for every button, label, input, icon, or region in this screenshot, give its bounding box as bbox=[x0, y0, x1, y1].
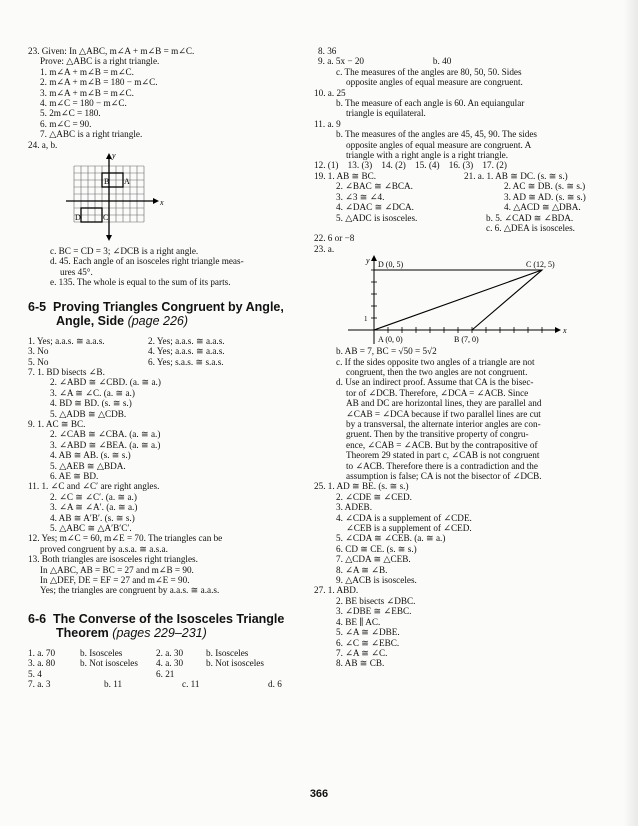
section-title-cont: Theorem bbox=[56, 625, 109, 640]
point-b-coord: B (7, 0) bbox=[454, 335, 479, 345]
answer-line: 4. AB ≅ A′B′. (s. ≅ s.) bbox=[50, 512, 135, 523]
section-page-ref: (pages 229–231) bbox=[112, 625, 207, 640]
answer-line: 3. ∠A ≅ ∠A′. (a. ≅ a.) bbox=[50, 502, 138, 513]
section-number: 6-5 bbox=[28, 299, 47, 314]
graph-y-label: y bbox=[366, 256, 370, 266]
answer-cell: b. Not isosceles bbox=[80, 658, 138, 669]
answer-cell: 5. 4 bbox=[28, 668, 42, 679]
answer-line: 3. AD ≅ AD. (s. ≅ s.) bbox=[504, 191, 586, 202]
answer-line: 11. 1. ∠C and ∠C′ are right angles. bbox=[28, 481, 160, 492]
point-a-label: A bbox=[124, 177, 130, 187]
answer-cell: 3. a. 80 bbox=[28, 658, 56, 669]
answer-line: by a transversal, the alternate interior angles are con- bbox=[346, 418, 541, 429]
answer-line: 2. BE bisects ∠DBC. bbox=[336, 595, 416, 606]
point-d-coord: D (0, 5) bbox=[378, 260, 404, 270]
answer-line: 3. ∠DBE ≅ ∠EBC. bbox=[336, 606, 412, 617]
answer-line: triangle is equilateral. bbox=[346, 108, 426, 119]
answer-line: 27. 1. ABD. bbox=[314, 585, 359, 596]
answer-line: 4. BE ∥ AC. bbox=[336, 616, 381, 627]
answer-line: 4. ∠DAC ≅ ∠DCA. bbox=[336, 202, 414, 213]
answer-line: ∠CAB = ∠DCA because if two parallel lines are cut bbox=[346, 408, 541, 419]
answer-line: d. 45. Each angle of an isosceles right triangle meas- bbox=[50, 256, 244, 267]
answer-line: 8. AB ≅ CB. bbox=[336, 658, 385, 669]
point-b-label: B bbox=[104, 177, 110, 187]
section-page-ref: (page 226) bbox=[127, 313, 189, 328]
answer-row bbox=[28, 346, 306, 356]
answer-cell: 7. a. 3 bbox=[28, 679, 51, 690]
answer-line: 7. 1. BD bisects ∠B. bbox=[28, 366, 105, 377]
proof-step: 4. m∠C = 180 − m∠C. bbox=[40, 98, 127, 109]
answer-line: 5. △AEB ≅ △BDA. bbox=[50, 460, 126, 471]
answer-line: b. The measures of the angles are 45, 45, 90. The sides bbox=[336, 129, 537, 140]
answer-line: 12. (1) 13. (3) 14. (2) 15. (4) 16. (3) 17. (2) bbox=[314, 160, 507, 171]
point-d-label: D bbox=[75, 213, 81, 223]
proof-step: 1. m∠A + m∠B = m∠C. bbox=[40, 66, 134, 77]
answer-cell: 4. Yes; a.a.s. ≅ a.a.s. bbox=[148, 346, 225, 357]
graph-tick-one: 1 bbox=[364, 315, 368, 324]
answer-line: 4. AB ≅ AB. (s. ≅ s.) bbox=[50, 450, 131, 461]
answer-line: 2. ∠BAC ≅ ∠BCA. bbox=[336, 181, 413, 192]
graph-x-label: x bbox=[563, 326, 567, 336]
answer-line: 25. 1. AD ≅ BE. (s. ≅ s.) bbox=[314, 481, 409, 492]
answer-line: 3. ∠ABD ≅ ∠BEA. (a. ≅ a.) bbox=[50, 439, 161, 450]
answer-line: opposite angles of equal measure are congruent. bbox=[346, 77, 523, 88]
proof-step: 5. 2m∠C = 180. bbox=[40, 108, 101, 119]
answer-line: 5. △ABC ≅ △A′B′C′. bbox=[50, 523, 132, 533]
right-column bbox=[314, 46, 614, 669]
answer-cell: 4. a. 30 bbox=[156, 658, 184, 669]
answer-line: 2. ∠C ≅ ∠C′. (a. ≅ a.) bbox=[50, 491, 137, 502]
answer-cell: 1. Yes; a.a.s. ≅ a.a.s. bbox=[28, 335, 105, 346]
answer-line: congruent, then the two angles are not congruent. bbox=[346, 366, 528, 377]
proof-step: 6. m∠C = 90. bbox=[40, 118, 92, 129]
grid-diagram bbox=[46, 150, 246, 246]
answer-row bbox=[28, 679, 306, 689]
answer-line: 5. △ADB ≅ △CDB. bbox=[50, 408, 127, 419]
answer-cell: b. Isosceles bbox=[80, 647, 123, 658]
answer-line: gruent. Then by the transitive property of congru- bbox=[346, 429, 529, 440]
answer-line: ence, ∠CAB = ∠ACB. But by the contrapositive of bbox=[346, 439, 538, 450]
answer-line: c. If the sides opposite two angles of a triangle are not bbox=[336, 356, 535, 367]
answer-line: 6. CD ≅ CE. (s. ≅ s.) bbox=[336, 543, 417, 554]
answer-line: 3. ∠A ≅ ∠C. (a. ≅ a.) bbox=[50, 387, 135, 398]
answer-line: 8. ∠A ≅ ∠B. bbox=[336, 564, 388, 575]
answer-line: 19. 1. AB ≅ BC. bbox=[314, 170, 377, 181]
problems-19-21 bbox=[314, 171, 614, 233]
answer-line: b. AB = 7, BC = √50 = 5√2 bbox=[336, 346, 437, 357]
proof-step: 2. m∠A + m∠B = 180 − m∠C. bbox=[40, 77, 158, 88]
problem-24-label: 24. a, b. bbox=[28, 139, 58, 150]
answer-line: 3. ∠3 ≅ ∠4. bbox=[336, 191, 385, 202]
proof-step: 3. m∠A + m∠B = m∠C. bbox=[40, 87, 134, 98]
answer-line: b. 5. ∠CAD ≅ ∠BDA. bbox=[486, 212, 574, 223]
point-c-coord: C (12, 5) bbox=[526, 260, 555, 270]
answer-line: 5. ∠A ≅ ∠DBE. bbox=[336, 627, 400, 638]
answer-line: 6. ∠C ≅ ∠EBC. bbox=[336, 637, 400, 648]
answer-cell: 1. a. 70 bbox=[28, 647, 56, 658]
answer-line: 7. △CDA ≅ △CEB. bbox=[336, 554, 411, 565]
answer-cell: c. 11 bbox=[182, 679, 200, 690]
answer-line: 5. ∠CDA ≅ ∠CEB. (a. ≅ a.) bbox=[336, 533, 446, 544]
problem-23-prove: Prove: △ABC is a right triangle. bbox=[40, 56, 160, 67]
answer-line: triangle with a right angle is a right triangle. bbox=[346, 150, 509, 161]
answer-line: 4. BD ≅ BD. (s. ≅ s.) bbox=[50, 398, 132, 409]
problem-23-given: 23. Given: In △ABC, m∠A + m∠B = m∠C. bbox=[28, 46, 195, 56]
answer-line: proved congruent by a.s.a. ≅ a.s.a. bbox=[40, 543, 168, 554]
answer-cell: 6. Yes; s.a.s. ≅ s.a.s. bbox=[148, 356, 224, 367]
point-c-label: C bbox=[103, 213, 109, 223]
answer-line: In △ABC, AB = BC = 27 and m∠B = 90. bbox=[40, 564, 194, 575]
answer-line: 6. AE ≅ BD. bbox=[50, 470, 99, 481]
answer-row bbox=[28, 357, 306, 367]
answer-line: Theorem 29 stated in part c, ∠CAB is not congruent bbox=[346, 450, 540, 461]
answer-row bbox=[28, 336, 306, 346]
answer-line: 12. Yes; m∠C = 60, m∠E = 70. The triangles can be bbox=[28, 533, 223, 544]
grid-y-label: y bbox=[112, 151, 116, 161]
answer-row bbox=[28, 648, 306, 658]
answer-cell: 2. a. 30 bbox=[156, 647, 184, 658]
section-title: Proving Triangles Congruent by Angle, bbox=[53, 299, 284, 314]
answer-row bbox=[28, 669, 306, 679]
answer-line: 4. ∠CDA is a supplement of ∠CDE. bbox=[336, 512, 472, 523]
answer-line: ures 45°. bbox=[60, 266, 93, 277]
section-title-cont: Angle, Side bbox=[56, 313, 125, 328]
section-heading-6-5 bbox=[28, 300, 306, 328]
answer-line: Yes; the triangles are congruent by a.a.s. ≅ a.a.s. bbox=[40, 585, 220, 596]
answer-line: to ∠ACB. Therefore there is a contradiction and the bbox=[346, 460, 538, 471]
answer-line: 8. 36 bbox=[318, 46, 337, 56]
answer-line: 2. AC ≅ DB. (s. ≅ s.) bbox=[504, 181, 586, 192]
answer-line: 9. a. 5x − 20 b. 40 bbox=[318, 56, 452, 67]
answer-line: tor of ∠DCB. Therefore, ∠DCA = ∠ACB. Since bbox=[346, 387, 529, 398]
answer-line: 7. ∠A ≅ ∠C. bbox=[336, 647, 388, 658]
answer-line: ∠CEB is a supplement of ∠CED. bbox=[346, 523, 472, 534]
answer-line: 21. a. 1. AB ≅ DC. (s. ≅ s.) bbox=[464, 170, 568, 181]
answer-line: 11. a. 9 bbox=[314, 118, 341, 129]
scan-edge-shadow bbox=[624, 0, 638, 826]
answer-line: 9. △ACB is isosceles. bbox=[336, 575, 417, 586]
answer-line: 2. ∠ABD ≅ ∠CBD. (a. ≅ a.) bbox=[50, 377, 161, 388]
answer-line: 4. △ACD ≅ △DBA. bbox=[504, 202, 581, 213]
section-number: 6-6 bbox=[28, 611, 47, 626]
answer-line: assumption is false; CA is not the bisector of ∠DCB. bbox=[346, 471, 542, 481]
left-column bbox=[28, 46, 306, 689]
answer-line: 2. ∠CAB ≅ ∠CBA. (a. ≅ a.) bbox=[50, 429, 161, 440]
answer-line: e. 135. The whole is equal to the sum of its parts. bbox=[50, 277, 231, 288]
answer-cell bbox=[80, 669, 156, 679]
answer-line: In △DEF, DE = EF = 27 and m∠E = 90. bbox=[40, 575, 190, 586]
answer-line: 9. 1. AC ≅ BC. bbox=[28, 418, 86, 429]
answer-cell: 5. No bbox=[28, 356, 49, 367]
answer-line: 2. ∠CDE ≅ ∠CED. bbox=[336, 491, 412, 502]
answer-line: 22. 6 or −8 bbox=[314, 233, 355, 244]
coordinate-graph bbox=[314, 254, 604, 346]
answer-line: b. The measure of each angle is 60. An equiangular bbox=[336, 98, 525, 109]
section-title: The Converse of the Isosceles Triangle bbox=[53, 611, 285, 626]
answer-cell: 2. Yes; a.a.s. ≅ a.a.s. bbox=[148, 335, 225, 346]
answer-cell: 3. No bbox=[28, 346, 49, 357]
answer-line: AB and DC are horizontal lines, they are parallel and bbox=[346, 398, 542, 409]
answer-line: c. BC = CD = 3; ∠DCB is a right angle. bbox=[50, 246, 199, 257]
proof-step: 7. △ABC is a right triangle. bbox=[40, 129, 143, 140]
answer-cell: 6. 21 bbox=[156, 668, 175, 679]
point-a-coord: A (0, 0) bbox=[378, 335, 403, 345]
answer-line: 10. a. 25 bbox=[314, 87, 346, 98]
answer-line: 13. Both triangles are isosceles right triangles. bbox=[28, 554, 198, 565]
diagonal-ca bbox=[374, 270, 542, 330]
answer-line: d. Use an indirect proof. Assume that CA is the bisec- bbox=[336, 377, 534, 388]
answer-cell: d. 6 bbox=[268, 679, 282, 690]
answer-row bbox=[28, 658, 306, 668]
answer-line: 23. a. bbox=[314, 243, 335, 254]
answer-cell: b. Isosceles bbox=[206, 647, 249, 658]
answer-line: 3. ADEB. bbox=[336, 502, 372, 513]
answer-line: c. 6. △DEA is isosceles. bbox=[486, 222, 575, 233]
answer-line: c. The measures of the angles are 80, 50, 50. Sides bbox=[336, 66, 522, 77]
answer-cell: b. 11 bbox=[104, 679, 123, 690]
page-number: 366 bbox=[309, 788, 329, 800]
answer-cell: b. Not isosceles bbox=[206, 658, 264, 669]
answer-line: 5. △ADC is isosceles. bbox=[336, 212, 418, 223]
grid-x-label: x bbox=[160, 198, 164, 208]
answer-line: opposite angles of equal measure are congruent. A bbox=[346, 139, 532, 150]
section-heading-6-6 bbox=[28, 612, 306, 640]
